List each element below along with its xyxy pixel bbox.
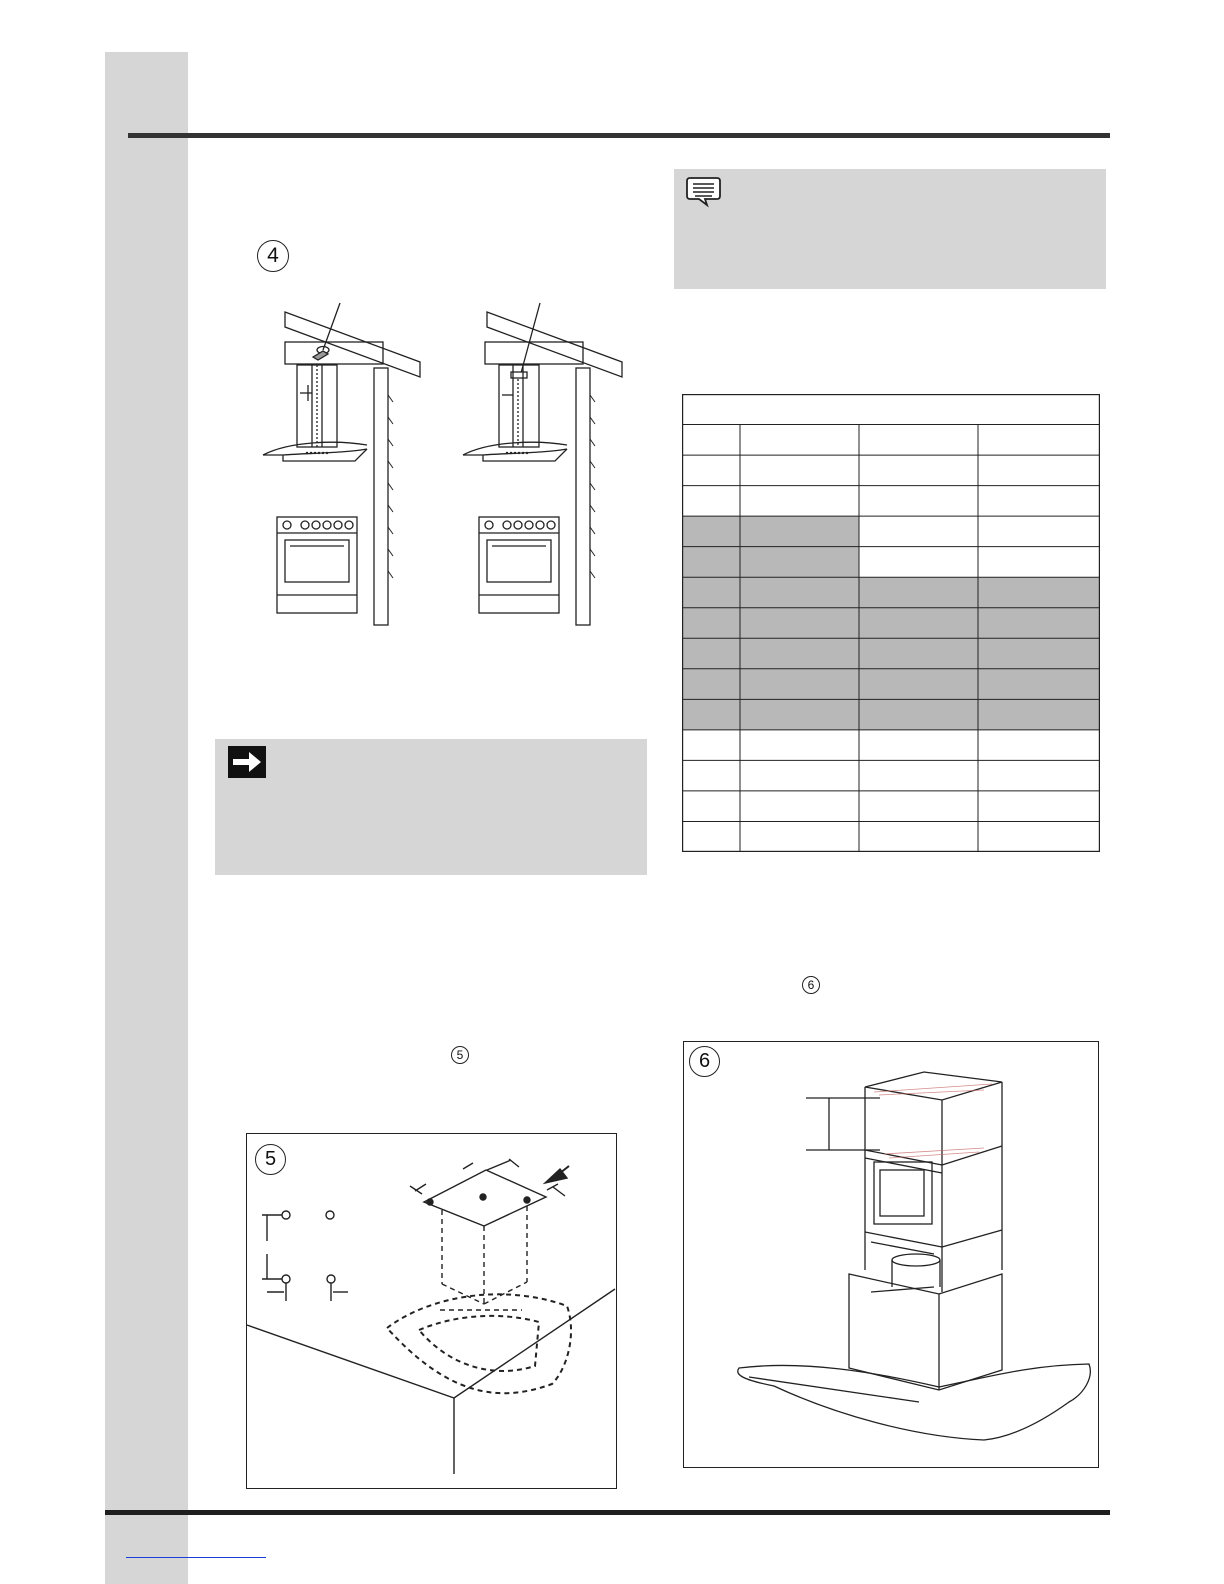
- table-cell-shaded: [682, 547, 740, 578]
- table-cell-shaded: [682, 669, 740, 700]
- figure-6-ref: 6: [802, 976, 820, 994]
- table-cell-shaded: [859, 699, 978, 730]
- table-cell-shaded: [740, 669, 859, 700]
- fig4-left-install: [263, 303, 420, 625]
- footer-link-underline[interactable]: [126, 1557, 266, 1558]
- table-cell-shaded: [978, 608, 1100, 639]
- figure-6-illustration: [684, 1042, 1098, 1467]
- table-cell-shaded: [978, 699, 1100, 730]
- figure-4-label: 4: [257, 240, 289, 272]
- note-icon: [686, 176, 722, 208]
- table-cell-shaded: [740, 516, 859, 547]
- footer-rule: [105, 1510, 1110, 1515]
- table-cell-shaded: [978, 577, 1100, 608]
- table-cell-shaded: [682, 699, 740, 730]
- table-cell-shaded: [859, 608, 978, 639]
- table-cell-shaded: [740, 608, 859, 639]
- table-cell-shaded: [740, 577, 859, 608]
- table-cell-shaded: [978, 669, 1100, 700]
- figure-6-label: 6: [689, 1046, 720, 1077]
- table-cell-shaded: [682, 638, 740, 669]
- table-cell-shaded: [859, 669, 978, 700]
- table-cell-shaded: [978, 638, 1100, 669]
- figure-5-label: 5: [255, 1144, 286, 1175]
- arrow-right-icon: [228, 746, 266, 778]
- header-rule: [128, 133, 1110, 138]
- table-cell-shaded: [859, 638, 978, 669]
- table-cell-shaded: [859, 577, 978, 608]
- left-sidebar-strip: [105, 52, 188, 1584]
- figure-4-illustration: [255, 295, 635, 635]
- table-cell-shaded: [682, 608, 740, 639]
- table-cell-shaded: [740, 638, 859, 669]
- spec-table: [682, 394, 1100, 852]
- note-callout: [674, 169, 1106, 289]
- figure-5-ref: 5: [451, 1046, 469, 1064]
- table-cell-shaded: [682, 516, 740, 547]
- table-cell-shaded: [740, 699, 859, 730]
- table-cell-shaded: [740, 547, 859, 578]
- table-cell-shaded: [682, 577, 740, 608]
- figure-5-illustration: [247, 1134, 616, 1488]
- arrow-callout: [215, 739, 647, 875]
- fig4-right-install: [463, 303, 622, 625]
